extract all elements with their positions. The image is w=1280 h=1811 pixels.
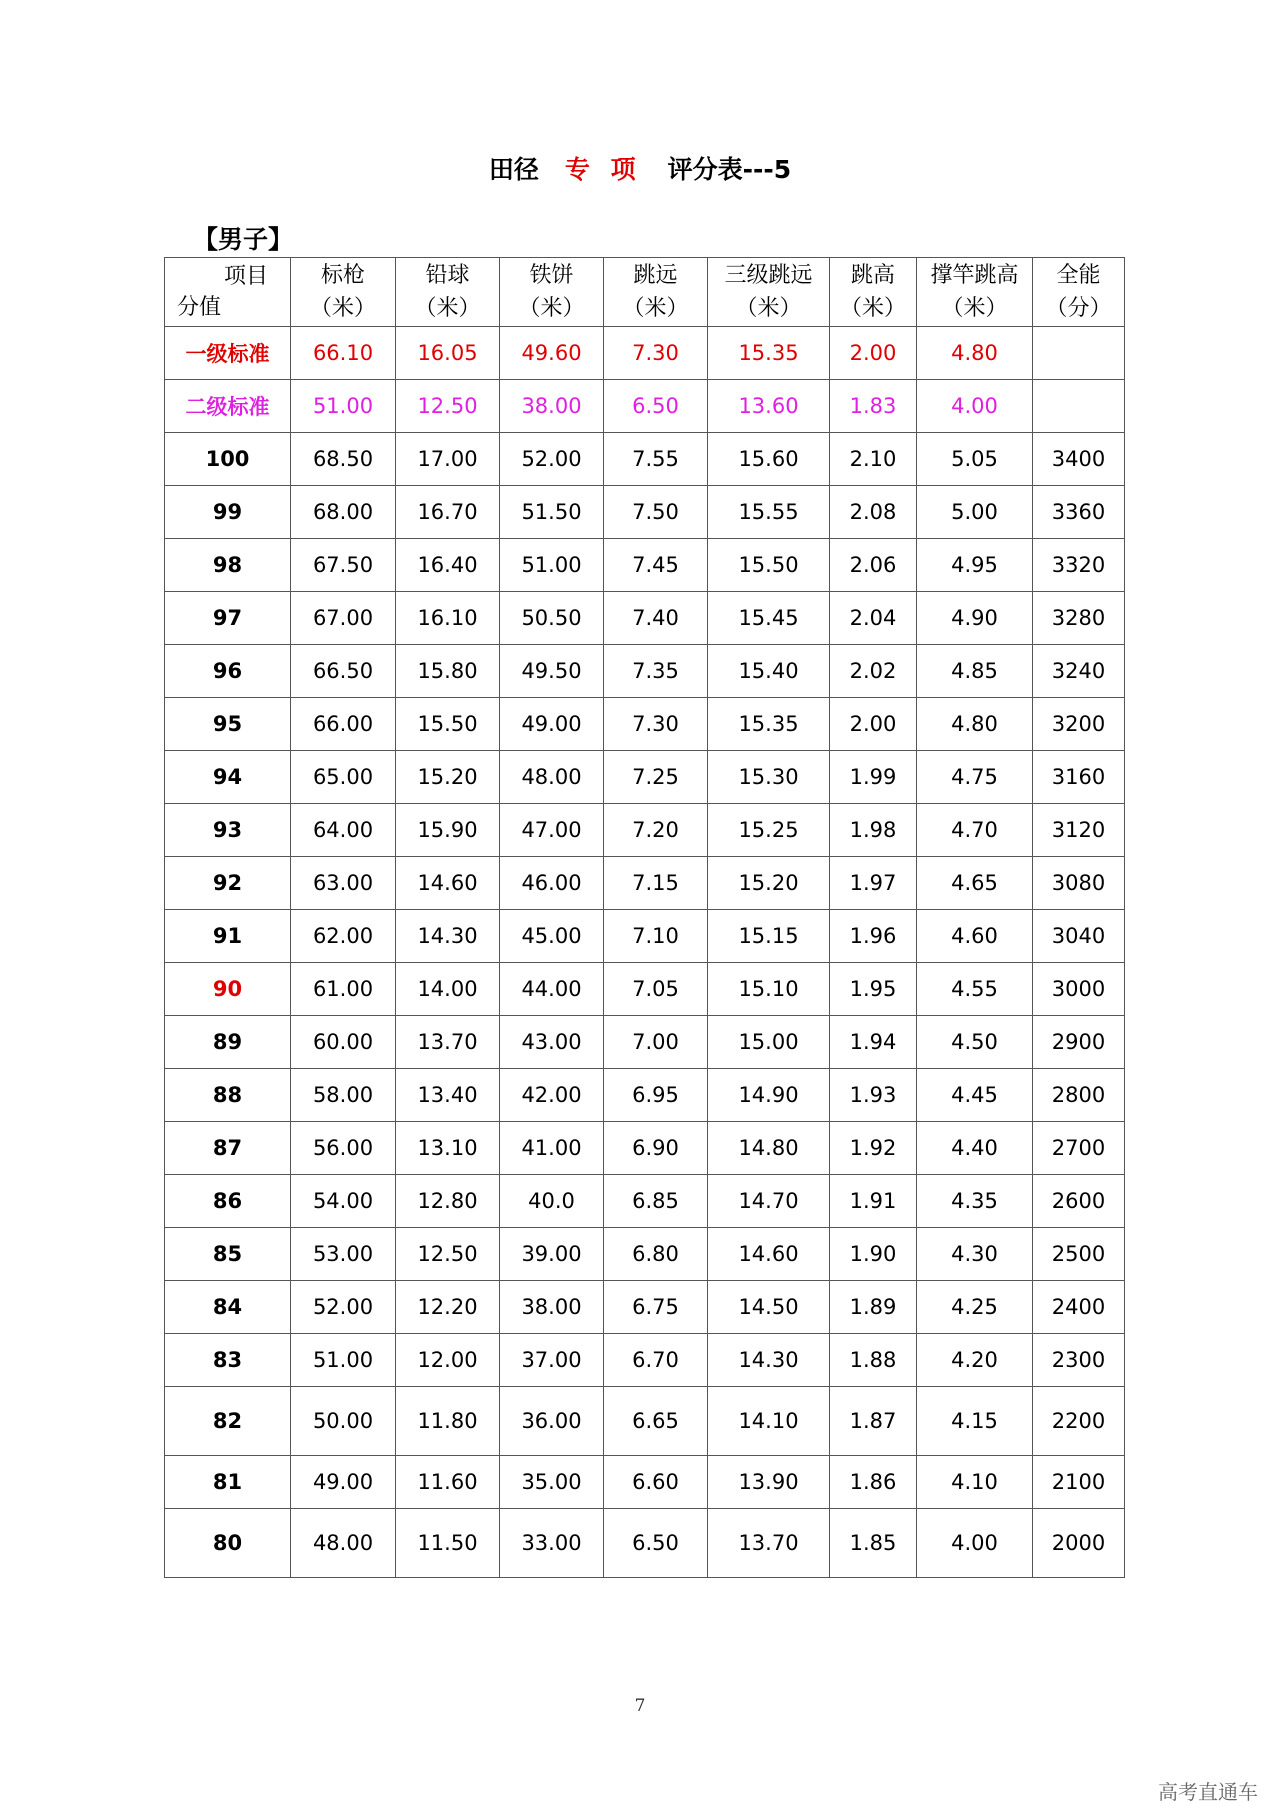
score-cell: 90: [165, 963, 291, 1016]
header-cell: [917, 258, 1033, 327]
score-cell: 80: [165, 1509, 291, 1578]
score-cell: 85: [165, 1228, 291, 1281]
table-row: [165, 1228, 1125, 1281]
value-cell: 1.85: [830, 1509, 917, 1578]
value-cell: 7.05: [604, 963, 708, 1016]
score-cell: 82: [165, 1387, 291, 1456]
value-cell: 68.50: [291, 433, 396, 486]
value-cell: 51.00: [500, 539, 604, 592]
table-row: [165, 751, 1125, 804]
value-cell: 4.25: [917, 1281, 1033, 1334]
value-cell: 2.04: [830, 592, 917, 645]
header-corner-bottom: 分值: [177, 295, 222, 320]
value-cell: 3080: [1033, 857, 1125, 910]
header-column-unit: （米）: [941, 296, 1008, 321]
table-row: [165, 857, 1125, 910]
value-cell: 2400: [1033, 1281, 1125, 1334]
value-cell: 2800: [1033, 1069, 1125, 1122]
value-cell: 16.70: [396, 486, 500, 539]
value-cell: 4.80: [917, 698, 1033, 751]
value-cell: 4.00: [917, 1509, 1033, 1578]
value-cell: 2600: [1033, 1175, 1125, 1228]
value-cell: 4.10: [917, 1456, 1033, 1509]
value-cell: 4.45: [917, 1069, 1033, 1122]
standard-label: 一级标准: [165, 327, 291, 380]
value-cell: 48.00: [291, 1509, 396, 1578]
table-row: [165, 910, 1125, 963]
value-cell: 2.10: [830, 433, 917, 486]
page-title: [0, 150, 1280, 186]
standard-row: [165, 327, 1125, 380]
value-cell: 56.00: [291, 1122, 396, 1175]
watermark: 高考直通车: [1158, 1780, 1258, 1804]
standard-value-cell: 6.50: [604, 380, 708, 433]
table-row: [165, 486, 1125, 539]
value-cell: 49.00: [500, 698, 604, 751]
value-cell: 16.40: [396, 539, 500, 592]
page-number: 7: [634, 1696, 646, 1716]
table-row: [165, 1016, 1125, 1069]
value-cell: 1.99: [830, 751, 917, 804]
score-cell: 95: [165, 698, 291, 751]
value-cell: 15.90: [396, 804, 500, 857]
value-cell: 62.00: [291, 910, 396, 963]
value-cell: 1.88: [830, 1334, 917, 1387]
value-cell: 11.80: [396, 1387, 500, 1456]
table-row: [165, 1334, 1125, 1387]
score-cell: 99: [165, 486, 291, 539]
value-cell: 7.15: [604, 857, 708, 910]
table-row: [165, 1387, 1125, 1456]
value-cell: 1.89: [830, 1281, 917, 1334]
value-cell: 49.50: [500, 645, 604, 698]
header-corner-top: 项目: [223, 264, 268, 289]
value-cell: 14.50: [708, 1281, 830, 1334]
score-cell: 87: [165, 1122, 291, 1175]
value-cell: 15.30: [708, 751, 830, 804]
value-cell: 36.00: [500, 1387, 604, 1456]
value-cell: 6.65: [604, 1387, 708, 1456]
value-cell: 14.80: [708, 1122, 830, 1175]
value-cell: 7.20: [604, 804, 708, 857]
value-cell: 14.90: [708, 1069, 830, 1122]
score-cell: 84: [165, 1281, 291, 1334]
standard-label: 二级标准: [165, 380, 291, 433]
table-row: [165, 804, 1125, 857]
standard-value-cell: [1033, 380, 1125, 433]
value-cell: 65.00: [291, 751, 396, 804]
header-cell: [396, 258, 500, 327]
value-cell: 13.40: [396, 1069, 500, 1122]
value-cell: 1.98: [830, 804, 917, 857]
score-cell: 94: [165, 751, 291, 804]
section-label: 【男子】: [193, 225, 294, 254]
table-row: [165, 1175, 1125, 1228]
value-cell: 1.92: [830, 1122, 917, 1175]
header-column-name: 撑竿跳高: [930, 263, 1019, 288]
standard-row: [165, 380, 1125, 433]
value-cell: 4.40: [917, 1122, 1033, 1175]
value-cell: 15.50: [708, 539, 830, 592]
value-cell: 4.75: [917, 751, 1033, 804]
header-column-unit: （米）: [414, 296, 481, 321]
value-cell: 58.00: [291, 1069, 396, 1122]
value-cell: 5.05: [917, 433, 1033, 486]
value-cell: 49.00: [291, 1456, 396, 1509]
value-cell: 14.60: [708, 1228, 830, 1281]
value-cell: 6.95: [604, 1069, 708, 1122]
value-cell: 45.00: [500, 910, 604, 963]
value-cell: 54.00: [291, 1175, 396, 1228]
value-cell: 40.0: [500, 1175, 604, 1228]
value-cell: 2900: [1033, 1016, 1125, 1069]
table-row: [165, 1122, 1125, 1175]
value-cell: 3120: [1033, 804, 1125, 857]
value-cell: 2.02: [830, 645, 917, 698]
header-column-name: 铁饼: [529, 263, 574, 288]
standard-value-cell: [1033, 327, 1125, 380]
value-cell: 61.00: [291, 963, 396, 1016]
header-column-name: 铅球: [425, 263, 470, 288]
value-cell: 6.85: [604, 1175, 708, 1228]
value-cell: 4.50: [917, 1016, 1033, 1069]
value-cell: 1.91: [830, 1175, 917, 1228]
value-cell: 13.70: [708, 1509, 830, 1578]
table-row: [165, 645, 1125, 698]
standard-value-cell: 4.80: [917, 327, 1033, 380]
value-cell: 7.50: [604, 486, 708, 539]
score-cell: 81: [165, 1456, 291, 1509]
value-cell: 5.00: [917, 486, 1033, 539]
value-cell: 2700: [1033, 1122, 1125, 1175]
standard-value-cell: 49.60: [500, 327, 604, 380]
header-column-name: 跳远: [633, 263, 678, 288]
value-cell: 47.00: [500, 804, 604, 857]
standard-value-cell: 4.00: [917, 380, 1033, 433]
value-cell: 14.10: [708, 1387, 830, 1456]
value-cell: 4.35: [917, 1175, 1033, 1228]
header-column-name: 三级跳远: [724, 263, 813, 288]
value-cell: 42.00: [500, 1069, 604, 1122]
standard-value-cell: 13.60: [708, 380, 830, 433]
value-cell: 7.25: [604, 751, 708, 804]
score-cell: 100: [165, 433, 291, 486]
standard-value-cell: 38.00: [500, 380, 604, 433]
header-cell: [604, 258, 708, 327]
value-cell: 2200: [1033, 1387, 1125, 1456]
table-row: [165, 963, 1125, 1016]
title-part-1: 田径: [488, 155, 539, 184]
value-cell: 6.70: [604, 1334, 708, 1387]
value-cell: 7.30: [604, 698, 708, 751]
value-cell: 50.50: [500, 592, 604, 645]
value-cell: 1.90: [830, 1228, 917, 1281]
value-cell: 50.00: [291, 1387, 396, 1456]
value-cell: 3400: [1033, 433, 1125, 486]
value-cell: 14.30: [708, 1334, 830, 1387]
table-row: [165, 1456, 1125, 1509]
value-cell: 4.85: [917, 645, 1033, 698]
value-cell: 15.15: [708, 910, 830, 963]
header-row: [165, 258, 1125, 327]
value-cell: 11.60: [396, 1456, 500, 1509]
table-row: [165, 592, 1125, 645]
value-cell: 66.50: [291, 645, 396, 698]
value-cell: 3200: [1033, 698, 1125, 751]
value-cell: 7.40: [604, 592, 708, 645]
value-cell: 52.00: [291, 1281, 396, 1334]
value-cell: 1.86: [830, 1456, 917, 1509]
header-column-unit: （米）: [622, 296, 689, 321]
value-cell: 16.10: [396, 592, 500, 645]
value-cell: 15.20: [396, 751, 500, 804]
value-cell: 14.00: [396, 963, 500, 1016]
value-cell: 15.10: [708, 963, 830, 1016]
value-cell: 7.10: [604, 910, 708, 963]
header-cell: [1033, 258, 1125, 327]
value-cell: 67.00: [291, 592, 396, 645]
value-cell: 1.97: [830, 857, 917, 910]
value-cell: 4.30: [917, 1228, 1033, 1281]
value-cell: 13.10: [396, 1122, 500, 1175]
value-cell: 33.00: [500, 1509, 604, 1578]
value-cell: 48.00: [500, 751, 604, 804]
value-cell: 3040: [1033, 910, 1125, 963]
header-column-name: 全能: [1056, 263, 1101, 288]
value-cell: 15.35: [708, 698, 830, 751]
table-row: [165, 1281, 1125, 1334]
value-cell: 15.60: [708, 433, 830, 486]
value-cell: 6.60: [604, 1456, 708, 1509]
value-cell: 14.30: [396, 910, 500, 963]
value-cell: 4.60: [917, 910, 1033, 963]
value-cell: 7.55: [604, 433, 708, 486]
value-cell: 4.55: [917, 963, 1033, 1016]
value-cell: 43.00: [500, 1016, 604, 1069]
value-cell: 3160: [1033, 751, 1125, 804]
value-cell: 2.08: [830, 486, 917, 539]
value-cell: 4.90: [917, 592, 1033, 645]
value-cell: 2300: [1033, 1334, 1125, 1387]
header-column-unit: （米）: [735, 296, 802, 321]
header-column-unit: （米）: [839, 296, 906, 321]
value-cell: 37.00: [500, 1334, 604, 1387]
standard-value-cell: 2.00: [830, 327, 917, 380]
value-cell: 1.94: [830, 1016, 917, 1069]
table-row: [165, 539, 1125, 592]
header-corner-cell: [165, 258, 291, 327]
value-cell: 15.20: [708, 857, 830, 910]
value-cell: 51.00: [291, 1334, 396, 1387]
value-cell: 3240: [1033, 645, 1125, 698]
value-cell: 17.00: [396, 433, 500, 486]
value-cell: 1.95: [830, 963, 917, 1016]
value-cell: 15.40: [708, 645, 830, 698]
header-cell: [291, 258, 396, 327]
value-cell: 60.00: [291, 1016, 396, 1069]
value-cell: 14.70: [708, 1175, 830, 1228]
value-cell: 53.00: [291, 1228, 396, 1281]
value-cell: 15.55: [708, 486, 830, 539]
value-cell: 1.87: [830, 1387, 917, 1456]
value-cell: 66.00: [291, 698, 396, 751]
score-cell: 89: [165, 1016, 291, 1069]
header-column-name: 跳高: [850, 263, 895, 288]
header-column-unit: （米）: [309, 296, 376, 321]
title-part-3: 评分表---5: [667, 155, 792, 184]
value-cell: 4.20: [917, 1334, 1033, 1387]
standard-value-cell: 12.50: [396, 380, 500, 433]
value-cell: 13.70: [396, 1016, 500, 1069]
value-cell: 15.50: [396, 698, 500, 751]
score-cell: 96: [165, 645, 291, 698]
value-cell: 4.15: [917, 1387, 1033, 1456]
value-cell: 44.00: [500, 963, 604, 1016]
value-cell: 4.95: [917, 539, 1033, 592]
table-row: [165, 1509, 1125, 1578]
value-cell: 6.90: [604, 1122, 708, 1175]
standard-value-cell: 51.00: [291, 380, 396, 433]
value-cell: 68.00: [291, 486, 396, 539]
value-cell: 7.45: [604, 539, 708, 592]
title-part-2: 专 项: [564, 155, 642, 184]
value-cell: 15.25: [708, 804, 830, 857]
value-cell: 13.90: [708, 1456, 830, 1509]
standard-value-cell: 1.83: [830, 380, 917, 433]
value-cell: 2000: [1033, 1509, 1125, 1578]
table-row: [165, 433, 1125, 486]
value-cell: 39.00: [500, 1228, 604, 1281]
score-cell: 88: [165, 1069, 291, 1122]
value-cell: 6.50: [604, 1509, 708, 1578]
standard-value-cell: 7.30: [604, 327, 708, 380]
value-cell: 35.00: [500, 1456, 604, 1509]
value-cell: 1.96: [830, 910, 917, 963]
score-cell: 98: [165, 539, 291, 592]
value-cell: 63.00: [291, 857, 396, 910]
standard-value-cell: 15.35: [708, 327, 830, 380]
value-cell: 12.20: [396, 1281, 500, 1334]
value-cell: 38.00: [500, 1281, 604, 1334]
value-cell: 12.80: [396, 1175, 500, 1228]
value-cell: 67.50: [291, 539, 396, 592]
header-column-unit: （分）: [1045, 296, 1112, 321]
value-cell: 4.70: [917, 804, 1033, 857]
value-cell: 15.00: [708, 1016, 830, 1069]
value-cell: 46.00: [500, 857, 604, 910]
score-cell: 92: [165, 857, 291, 910]
value-cell: 12.00: [396, 1334, 500, 1387]
value-cell: 51.50: [500, 486, 604, 539]
value-cell: 3320: [1033, 539, 1125, 592]
score-cell: 93: [165, 804, 291, 857]
header-column-unit: （米）: [518, 296, 585, 321]
value-cell: 41.00: [500, 1122, 604, 1175]
value-cell: 2500: [1033, 1228, 1125, 1281]
value-cell: 11.50: [396, 1509, 500, 1578]
value-cell: 2100: [1033, 1456, 1125, 1509]
value-cell: 1.93: [830, 1069, 917, 1122]
scoring-table: [164, 257, 1125, 1578]
table-row: [165, 698, 1125, 751]
value-cell: 6.80: [604, 1228, 708, 1281]
value-cell: 14.60: [396, 857, 500, 910]
header-column-name: 标枪: [320, 263, 365, 288]
value-cell: 15.45: [708, 592, 830, 645]
value-cell: 6.75: [604, 1281, 708, 1334]
value-cell: 7.00: [604, 1016, 708, 1069]
value-cell: 64.00: [291, 804, 396, 857]
value-cell: 4.65: [917, 857, 1033, 910]
score-cell: 91: [165, 910, 291, 963]
value-cell: 2.06: [830, 539, 917, 592]
header-cell: [500, 258, 604, 327]
value-cell: 3280: [1033, 592, 1125, 645]
value-cell: 15.80: [396, 645, 500, 698]
table-row: [165, 1069, 1125, 1122]
value-cell: 52.00: [500, 433, 604, 486]
value-cell: 7.35: [604, 645, 708, 698]
score-cell: 86: [165, 1175, 291, 1228]
value-cell: 3000: [1033, 963, 1125, 1016]
value-cell: 12.50: [396, 1228, 500, 1281]
header-cell: [708, 258, 830, 327]
score-cell: 97: [165, 592, 291, 645]
standard-value-cell: 16.05: [396, 327, 500, 380]
standard-value-cell: 66.10: [291, 327, 396, 380]
score-cell: 83: [165, 1334, 291, 1387]
value-cell: 2.00: [830, 698, 917, 751]
header-cell: [830, 258, 917, 327]
value-cell: 3360: [1033, 486, 1125, 539]
